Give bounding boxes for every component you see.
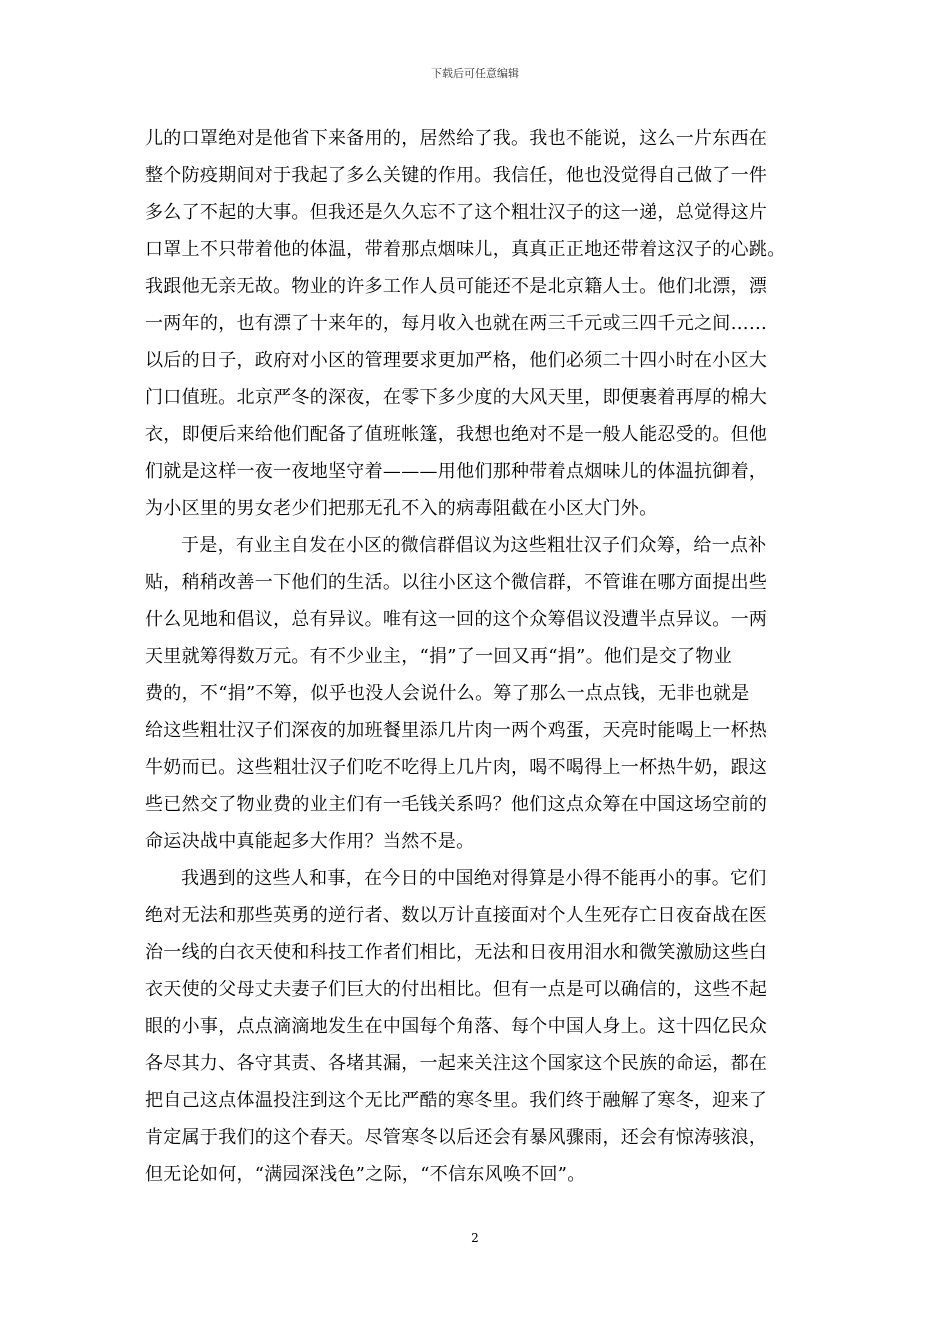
- text-line: 以后的日子，政府对小区的管理要求更加严格，他们必须二十四小时在小区大: [145, 350, 768, 371]
- text-line: 衣，即便后来给他们配备了值班帐篷，我想也绝对不是一般人能忍受的。但他: [145, 424, 768, 445]
- text-line: 把自己这点体温投注到这个无比严酷的寒冬里。我们终于融解了寒冬，迎来了: [145, 1090, 768, 1111]
- text-line: 但无论如何，“满园深浅色”之际，“不信东风唤不回”。: [145, 1164, 586, 1185]
- page-number: 2: [471, 1231, 479, 1245]
- text-line: 绝对无法和那些英勇的逆行者、数以万计直接面对个人生死存亡日夜奋战在医: [145, 905, 768, 926]
- text-line: 治一线的白衣天使和科技工作者们相比，无法和日夜用泪水和微笑激励这些白: [145, 942, 768, 963]
- text-line: 给这些粗壮汉子们深夜的加班餐里添几片肉一两个鸡蛋，天亮时能喝上一杯热: [145, 720, 768, 741]
- text-line: 整个防疫期间对于我起了多么关键的作用。我信任，他也没觉得自己做了一件: [145, 165, 768, 186]
- text-line: 儿的口罩绝对是他省下来备用的，居然给了我。我也不能说，这么一片东西在: [145, 128, 768, 149]
- text-line: 我跟他无亲无故。物业的许多工作人员可能还不是北京籍人士。他们北漂，漂: [145, 276, 768, 297]
- text-line: 衣天使的父母丈夫妻子们巨大的付出相比。但有一点是可以确信的，这些不起: [145, 979, 768, 1000]
- text-line: 牛奶而已。这些粗壮汉子们吃不吃得上几片肉，喝不喝得上一杯热牛奶，跟这: [145, 757, 768, 778]
- text-line: 们就是这样一夜一夜地坚守着———用他们那种带着点烟味儿的体温抗御着，: [145, 461, 768, 482]
- text-line: 费的，不“捐”不筹，似乎也没人会说什么。筹了那么一点点钱，无非也就是: [145, 683, 750, 704]
- text-line: 于是，有业主自发在小区的微信群倡议为这些粗壮汉子们众筹，给一点补: [181, 535, 767, 556]
- text-line: 我遇到的这些人和事，在今日的中国绝对得算是小得不能再小的事。它们: [181, 868, 767, 889]
- text-line: 口罩上不只带着他的体温，带着那点烟味儿，真真正正地还带着这汉子的心跳。: [145, 239, 786, 260]
- text-line: 什么见地和倡议，总有异议。唯有这一回的这个众筹倡议没遭半点异议。一两: [145, 609, 768, 630]
- text-line: 一两年的，也有漂了十来年的，每月收入也就在两三千元或三四千元之间……: [145, 313, 768, 334]
- text-line: 天里就筹得数万元。有不少业主，“捐”了一回又再“捐”。他们是交了物业: [145, 646, 733, 667]
- text-line: 各尽其力、各守其责、各堵其漏，一起来关注这个国家这个民族的命运，都在: [145, 1053, 768, 1074]
- text-line: 为小区里的男女老少们把那无孔不入的病毒阻截在小区大门外。: [145, 498, 658, 519]
- text-line: 些已然交了物业费的业主们有一毛钱关系吗？他们这点众筹在中国这场空前的: [145, 794, 768, 815]
- text-line: 命运决战中真能起多大作用？当然不是。: [145, 831, 475, 852]
- text-line: 肯定属于我们的这个春天。尽管寒冬以后还会有暴风骤雨，还会有惊涛骇浪，: [145, 1127, 768, 1148]
- text-line: 眼的小事，点点滴滴地发生在中国每个角落、每个中国人身上。这十四亿民众: [145, 1016, 768, 1037]
- document-body: [145, 120, 810, 1193]
- text-line: 多么了不起的大事。但我还是久久忘不了这个粗壮汉子的这一递，总觉得这片: [145, 202, 768, 223]
- text-line: 门口值班。北京严冬的深夜，在零下多少度的大风天里，即便裹着再厚的棉大: [145, 387, 768, 408]
- page-header: 下载后可任意编辑: [431, 67, 519, 80]
- text-line: 贴，稍稍改善一下他们的生活。以往小区这个微信群，不管谁在哪方面提出些: [145, 572, 768, 593]
